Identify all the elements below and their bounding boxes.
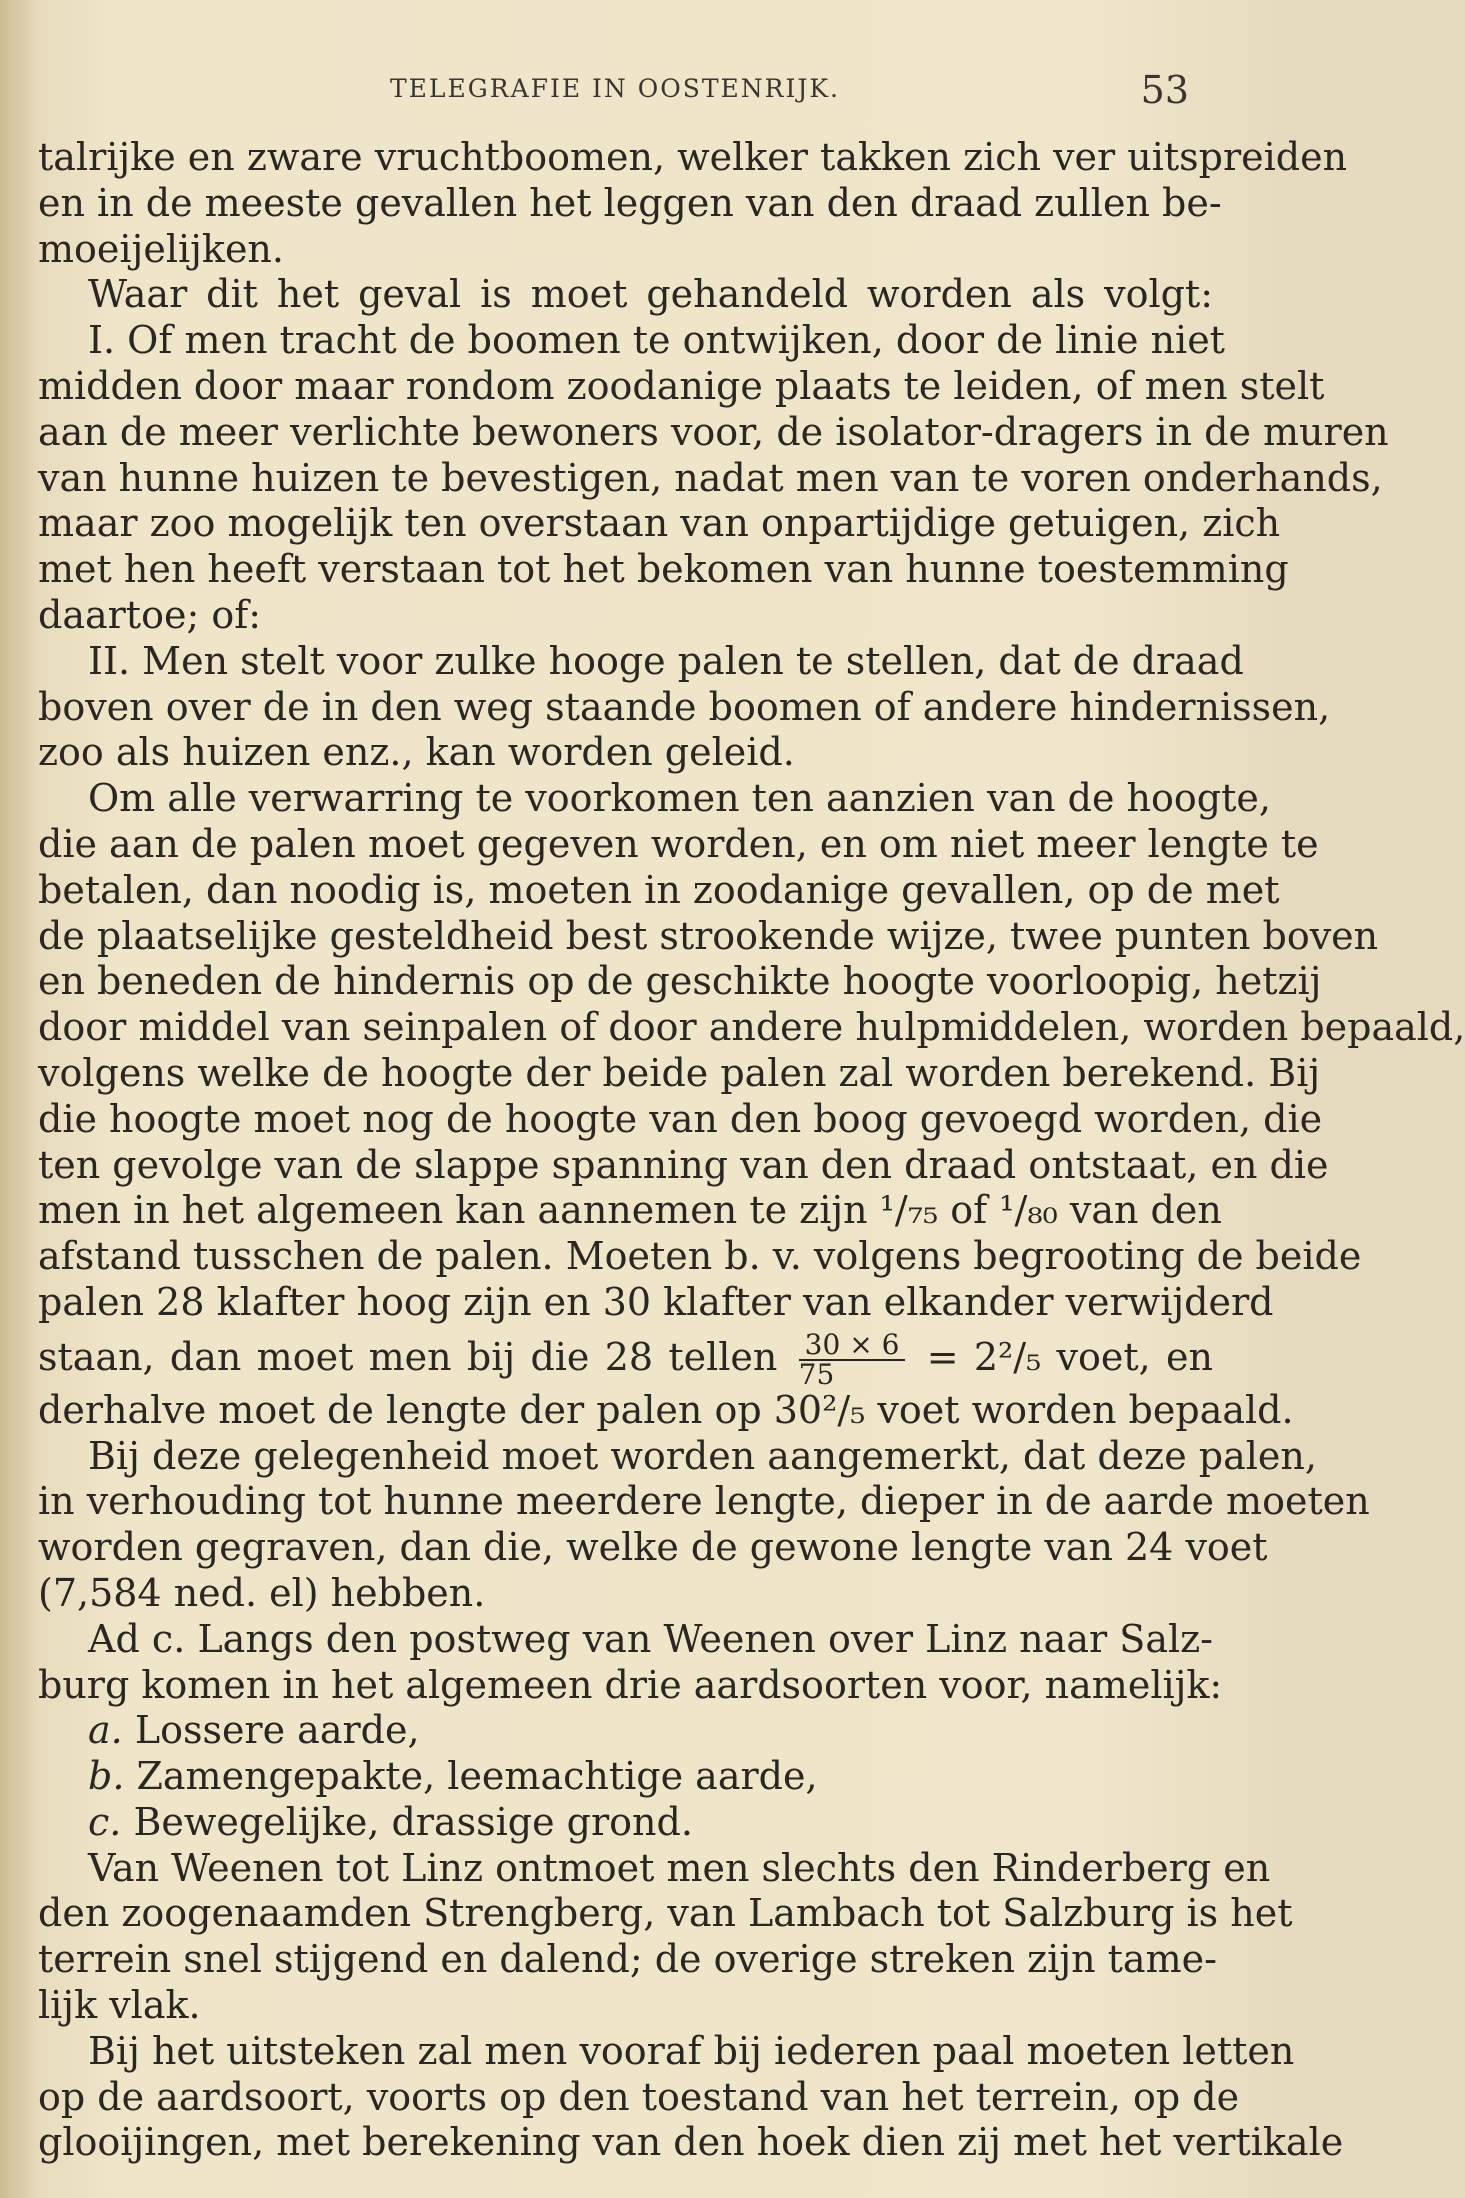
text-line: Om alle verwarring te voorkomen ten aanzien van de hoogte,: [88, 776, 1271, 821]
text-line: van hunne huizen te bevestigen, nadat men van te voren onderhands,: [38, 455, 1383, 500]
text-line: Waar dit het geval is moet gehandeld worden als volgt:: [88, 272, 1213, 317]
page-header: [40, 68, 1219, 118]
text-line: afstand tusschen de palen. Moeten b. v. volgens begrooting de beide: [38, 1234, 1362, 1279]
list-label: a.: [88, 1708, 123, 1753]
text-line: burg komen in het algemeen drie aardsoorten voor, namelijk:: [38, 1662, 1223, 1707]
text-line: zoo als huizen enz., kan worden geleid.: [38, 730, 795, 775]
text-line: talrijke en zware vruchtboomen, welker takken zich ver uitspreiden: [38, 135, 1348, 179]
text-line: lijk vlak.: [38, 1983, 201, 2028]
list-text: Lossere aarde,: [134, 1708, 420, 1753]
list-text: Bewegelijke, drassige grond.: [133, 1799, 693, 1844]
text-line: en beneden de hindernis op de geschikte hoogte voorloopig, hetzij: [38, 959, 1322, 1004]
list-label: b.: [88, 1754, 125, 1799]
text-line: die aan de palen moet gegeven worden, en om niet meer lengte te: [38, 821, 1319, 866]
text-line: aan de meer verlichte bewoners voor, de isolator-dragers in de muren: [38, 409, 1389, 454]
text-line: die hoogte moet nog de hoogte van den boog gevoegd worden, die: [38, 1096, 1323, 1141]
text-line: Ad c. Langs den postweg van Weenen over Linz naar Salz-: [88, 1616, 1213, 1661]
text-line: Bij het uitsteken zal men vooraf bij iederen paal moeten letten: [88, 2028, 1295, 2073]
list-label: c.: [88, 1799, 122, 1844]
text-line: Van Weenen tot Linz ontmoet men slechts den Rinderberg en: [88, 1845, 1271, 1890]
text-line: en in de meeste gevallen het leggen van den draad zullen be-: [38, 180, 1222, 225]
text-line: maar zoo mogelijk ten overstaan van onpartijdige getuigen, zich: [38, 501, 1281, 546]
text-line: betalen, dan noodig is, moeten in zoodanige gevallen, op de met: [38, 867, 1280, 912]
text-line: derhalve moet de lengte der palen op 30²/₅ voet worden bepaald.: [38, 1387, 1294, 1432]
text-line: Bij deze gelegenheid moet worden aangemerkt, dat deze palen,: [88, 1433, 1317, 1478]
fraction-numerator: 30 × 6: [799, 1331, 906, 1361]
body-text: [38, 135, 1465, 2166]
text-line: midden door maar rondom zoodanige plaats te leiden, of men stelt: [38, 363, 1325, 408]
text-line: terrein snel stijgend en dalend; de overige streken zijn tame-: [38, 1937, 1217, 1982]
fraction-after: = 2²/₅ voet, en: [926, 1334, 1213, 1379]
text-line: I. Of men tracht de boomen te ontwijken, door de linie niet: [88, 318, 1225, 363]
text-line: met hen heeft verstaan tot het bekomen van hunne toestemming: [38, 547, 1289, 592]
text-line: volgens welke de hoogte der beide palen zal worden berekend. Bij: [38, 1050, 1321, 1095]
text-line: (7,584 ned. el) hebben.: [38, 1570, 486, 1615]
list-text: Zamengepakte, leemachtige aarde,: [136, 1754, 818, 1799]
list-item: [38, 1708, 1213, 1754]
page-number: 53: [1140, 68, 1189, 112]
text-line: palen 28 klafter hoog zijn en 30 klafter van elkander verwijderd: [38, 1279, 1274, 1324]
text-line: moeijelijken.: [38, 226, 284, 271]
text-line: door middel van seinpalen of door andere hulpmiddelen, worden bepaald,: [38, 1005, 1465, 1050]
fraction: [798, 1328, 906, 1392]
list-item: [38, 1800, 1213, 1846]
text-line: de plaatselijke gesteldheid best strookende wijze, twee punten boven: [38, 913, 1379, 958]
text-line: ten gevolge van de slappe spanning van den draad ontstaat, en die: [38, 1142, 1329, 1187]
text-line: worden gegraven, dan die, welke de gewone lengte van 24 voet: [38, 1525, 1268, 1570]
text-line: in verhouding tot hunne meerdere lengte, dieper in de aarde moeten: [38, 1479, 1370, 1524]
fraction-before: staan, dan moet men bij die 28 tellen: [38, 1334, 778, 1379]
fraction-denominator: 75: [798, 1358, 835, 1392]
text-line: II. Men stelt voor zulke hooge palen te stellen, dat de draad: [88, 638, 1244, 683]
text-line: op de aardsoort, voorts op den toestand van het terrein, op de: [38, 2074, 1240, 2119]
fraction-line: [38, 1326, 1213, 1392]
text-line: glooijingen, met berekening van den hoek dien zij met het vertikale: [38, 2120, 1344, 2165]
list-item: [38, 1754, 1213, 1800]
text-line: boven over de in den weg staande boomen of andere hindernissen,: [38, 684, 1331, 729]
text-line: daartoe; of:: [38, 592, 262, 637]
running-head: TELEGRAFIE IN OOSTENRIJK.: [390, 74, 840, 103]
text-line: den zoogenaamden Strengberg, van Lambach tot Salzburg is het: [38, 1891, 1293, 1936]
text-line: men in het algemeen kan aannemen te zijn ¹/₇₅ of ¹/₈₀ van den: [38, 1188, 1222, 1233]
